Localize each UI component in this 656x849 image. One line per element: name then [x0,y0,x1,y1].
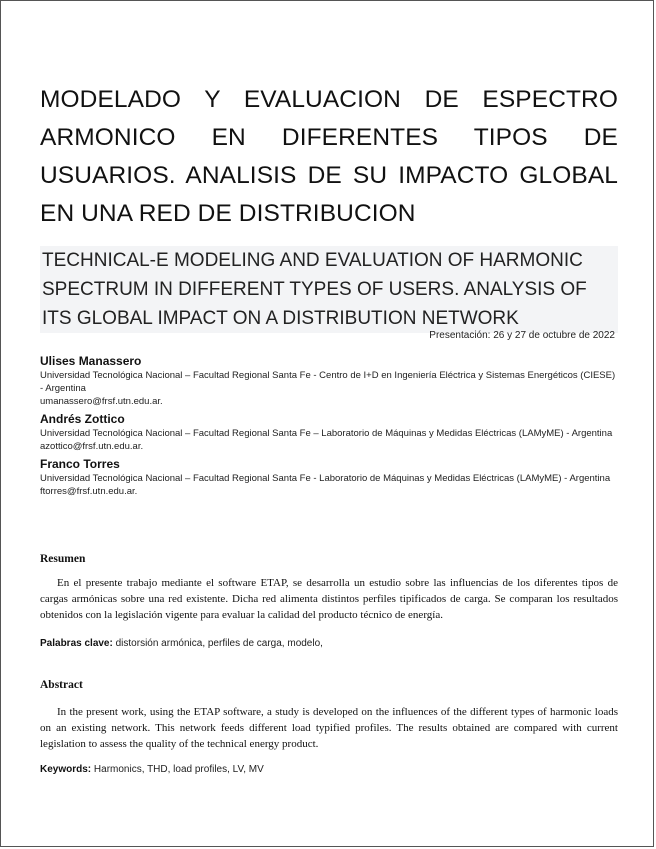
author-email: umanassero@frsf.utn.edu.ar. [40,396,163,407]
paper-title-spanish: MODELADO Y EVALUACION DE ESPECTRO ARMONICO EN DIFERENTES TIPOS DE USUARIOS. ANALISIS DE SU IMPACTO GLOBAL EN UNA RED DE DISTRIBUCION [40,86,618,227]
author-block [40,457,618,499]
keywords-values: Harmonics, THD, load profiles, LV, MV [93,764,264,775]
resumen-heading: Resumen [40,553,86,565]
author-list [40,354,618,502]
author-name: Franco Torres [40,457,120,471]
palabras-clave-label: Palabras clave: [40,638,113,649]
author-name: Andrés Zottico [40,412,125,426]
author-block [40,412,618,454]
author-affiliation: Universidad Tecnológica Nacional – Facultad Regional Santa Fe - Centro de I+D en Ingeniería Eléctrica y Sistemas Energéticos (CIESE) - Argentina [40,370,616,394]
abstract-text: In the present work, using the ETAP software, a study is developed on the influences of the different types of harmonic loads on an existing network. This network feeds different load typified profiles. The results obtained are compared with current legislation to assess the quality of the technical energy product. [40,706,618,750]
resumen-text: En el presente trabajo mediante el software ETAP, se desarrolla un estudio sobre las influencias de los diferentes tipos de cargas armónicas sobre una red existente. Dicha red alimenta distintos perfiles tipificados de carga. Se comparan los resultados obtenidos con la legislación vigente para evaluar la calidad del producto técnico de energía. [40,577,618,621]
author-name: Ulises Manassero [40,354,142,368]
abstract-heading: Abstract [40,679,83,691]
author-affiliation: Universidad Tecnológica Nacional – Facultad Regional Santa Fe - Laboratorio de Máquinas y Medidas Eléctricas (LAMyME) - Argentina [40,473,611,484]
palabras-clave [40,638,618,649]
paper-title-english: TECHNICAL-E MODELING AND EVALUATION OF HARMONIC SPECTRUM IN DIFFERENT TYPES OF USERS. ANALYSIS OF ITS GLOBAL IMPACT ON A DISTRIBUTION NETWORK [40,246,618,333]
palabras-clave-values: distorsión armónica, perfiles de carga, modelo, [115,638,323,649]
author-email: ftorres@frsf.utn.edu.ar. [40,486,138,497]
keywords [40,764,618,775]
author-email: azottico@frsf.utn.edu.ar. [40,441,144,452]
author-block [40,354,618,409]
keywords-label: Keywords: [40,764,92,775]
presentation-date: Presentación: 26 y 27 de octubre de 2022 [429,330,615,341]
author-affiliation: Universidad Tecnológica Nacional – Facultad Regional Santa Fe – Laboratorio de Máquinas y Medidas Eléctricas (LAMyME) - Argentina [40,428,613,439]
